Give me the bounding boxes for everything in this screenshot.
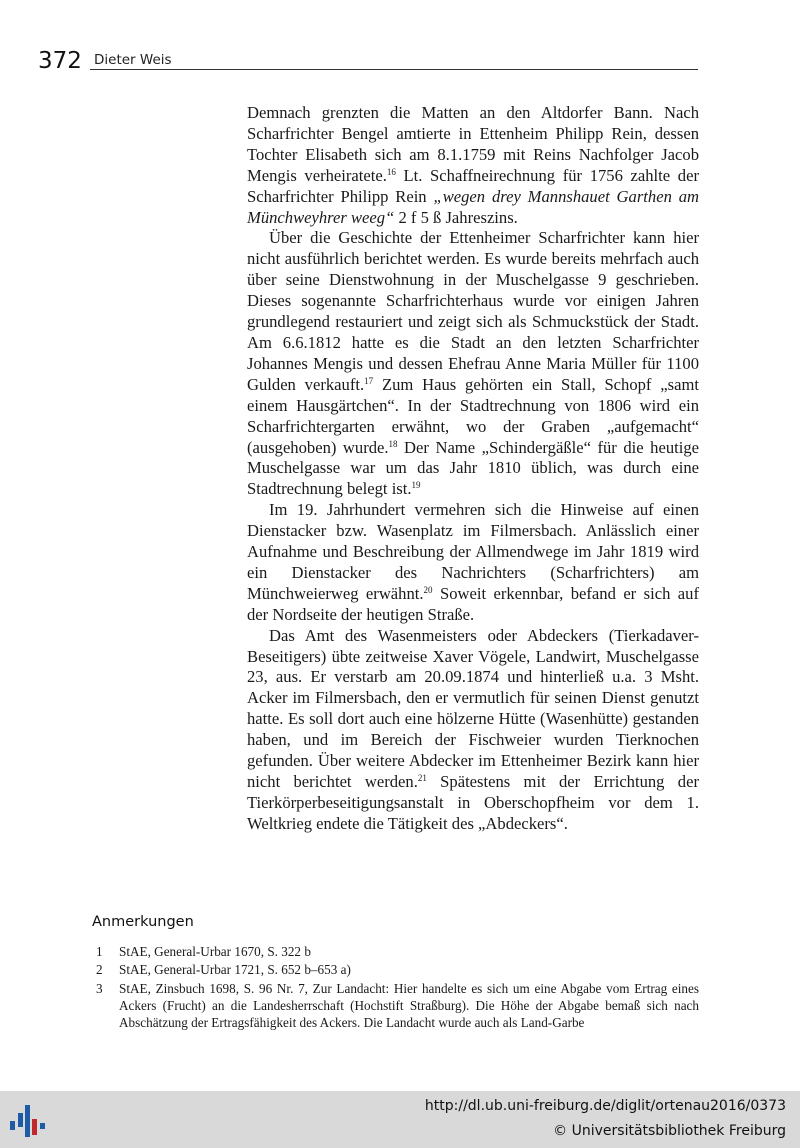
- text-run: Im 19. Jahrhundert vermehren sich die Hinweise auf einen Dienstacker bzw. Wasenplatz im Filmersbach. Anlässlich einer Aufnahme und Beschreibung der Allmendwege im Jahr 1819 wird ein Dienstacker des Nachrichters (Scharfrichters) am Münchweierweg erwähnt.: [247, 500, 699, 603]
- text-run: Zum Haus gehörten ein Stall, Schopf „samt einem Hausgärtchen“. In der Stadtrechnung von 1806 wird ein Scharfrichtergarten erwähnt, wo der Graben „aufgemacht“ (ausgehoben) wurde.: [247, 374, 699, 457]
- note-item: [92, 943, 699, 960]
- text-run: Demnach grenzten die Matten an den Altdorfer Bann. Nach Scharfrichter Bengel amtierte in Ettenheim Philipp Rein, dessen Tochter Elisabeth sich am 8.1.1759 mit Reins Nachfolger Jacob Mengis verheiratete.: [247, 103, 699, 185]
- text-run: Das Amt des Wasenmeisters oder Abdeckers (Tierkadaver-Beseitigers) übte zeitweise Xaver Vögele, Landwirt, Muschelgasse 23, aus. Er verstarb am 20.09.1874 und hinterließ u.a. 3 Msht. Acker im Filmersbach, den er vermutlich für seinen Dienst genutzt hatte. Es soll dort auch eine hölzerne Hütte (Wasenhütte) gestanden haben, und im Bereich der Fischweier wurden Tierknochen gefunden. Über weitere Abdecker im Ettenheimer Bezirk kann hier nicht berichtet werden.: [247, 625, 699, 791]
- quote-italic: „wegen drey Mannshauet Garthen am Münchweyhrer weeg“: [247, 186, 699, 227]
- paragraph: [247, 103, 699, 228]
- note-item: [92, 980, 699, 1032]
- source-url-link[interactable]: http://dl.ub.uni-freiburg.de/diglit/ortenau2016/0373: [424, 1098, 786, 1114]
- text-run: Lt. Schaffneirechnung für 1756 zahlte der Scharfrichter Philipp Rein: [247, 165, 699, 206]
- footnote-ref: 20: [423, 584, 433, 595]
- notes-heading: Anmerkungen: [92, 914, 194, 930]
- footnote-ref: 18: [388, 438, 398, 449]
- note-item: [92, 961, 699, 978]
- note-number: 1: [96, 944, 103, 959]
- text-run: Soweit erkennbar, befand er sich auf der Nordseite der heutigen Straße.: [247, 583, 699, 624]
- footer-bar: [0, 1091, 800, 1148]
- paragraph: [247, 228, 699, 500]
- copyright-notice: © Universitätsbibliothek Freiburg: [553, 1123, 786, 1139]
- running-head: Dieter Weis: [94, 52, 172, 68]
- text-run: Über die Geschichte der Ettenheimer Scharfrichter kann hier nicht ausführlich berichtet werden. Es wurde bereits mehrfach auch über seine Dienstwohnung in der Muschelgasse 9 geschrieben. Dieses sogenannte Scharfrichterhaus wurde vor einigen Jahren grundlegend restauriert und zeigt sich als Schmuckstück der Stadt. Am 6.6.1812 hatte es die Stadt an den letzten Scharfrichter Johannes Mengis und dessen Ehefrau Anne Maria Müller für 1100 Gulden verkauft.: [247, 228, 699, 394]
- note-number: 3: [96, 980, 103, 996]
- paragraph: [247, 500, 699, 625]
- text-run: Spätestens mit der Errichtung der Tierkörperbeseitigungsanstalt in Oberschopfheim vor dem 1. Weltkrieg endete die Tätigkeit des „Abdeckers“.: [247, 772, 699, 833]
- body-text: [247, 103, 699, 835]
- ub-freiburg-logo-icon: [8, 1099, 48, 1141]
- footnote-ref: 19: [411, 480, 421, 491]
- footnote-ref: 21: [417, 773, 427, 783]
- text-run: Der Name „Schindergäßle“ für die heutige Muschelgasse war um das Jahr 1810 üblich, was durch eine Stadtrechnung belegt ist.: [247, 437, 699, 499]
- header-rule: [90, 69, 698, 70]
- paragraph: [247, 626, 699, 835]
- note-number: 2: [96, 962, 103, 978]
- note-text: StAE, General-Urbar 1721, S. 652 b–653 a): [119, 962, 351, 978]
- page-number: 372: [38, 48, 82, 74]
- note-text: StAE, Zinsbuch 1698, S. 96 Nr. 7, Zur Landacht: Hier handelte es sich um eine Abgabe vom Ertrag eines Ackers (Frucht) an die Landesherrschaft (Hochstift Straßburg). Die Höhe der Abgabe bemaß sich nach Abschätzung der Ertragsfähigkeit des Ackers. Die Landacht wurde auch als Land-Garbe: [119, 980, 699, 1031]
- footnote-ref: 16: [386, 166, 396, 177]
- footnote-ref: 17: [364, 375, 374, 386]
- note-text: StAE, General-Urbar 1670, S. 322 b: [119, 944, 311, 959]
- notes-list: [92, 943, 699, 1032]
- text-run: 2 f 5 ß Jahreszins.: [394, 207, 518, 227]
